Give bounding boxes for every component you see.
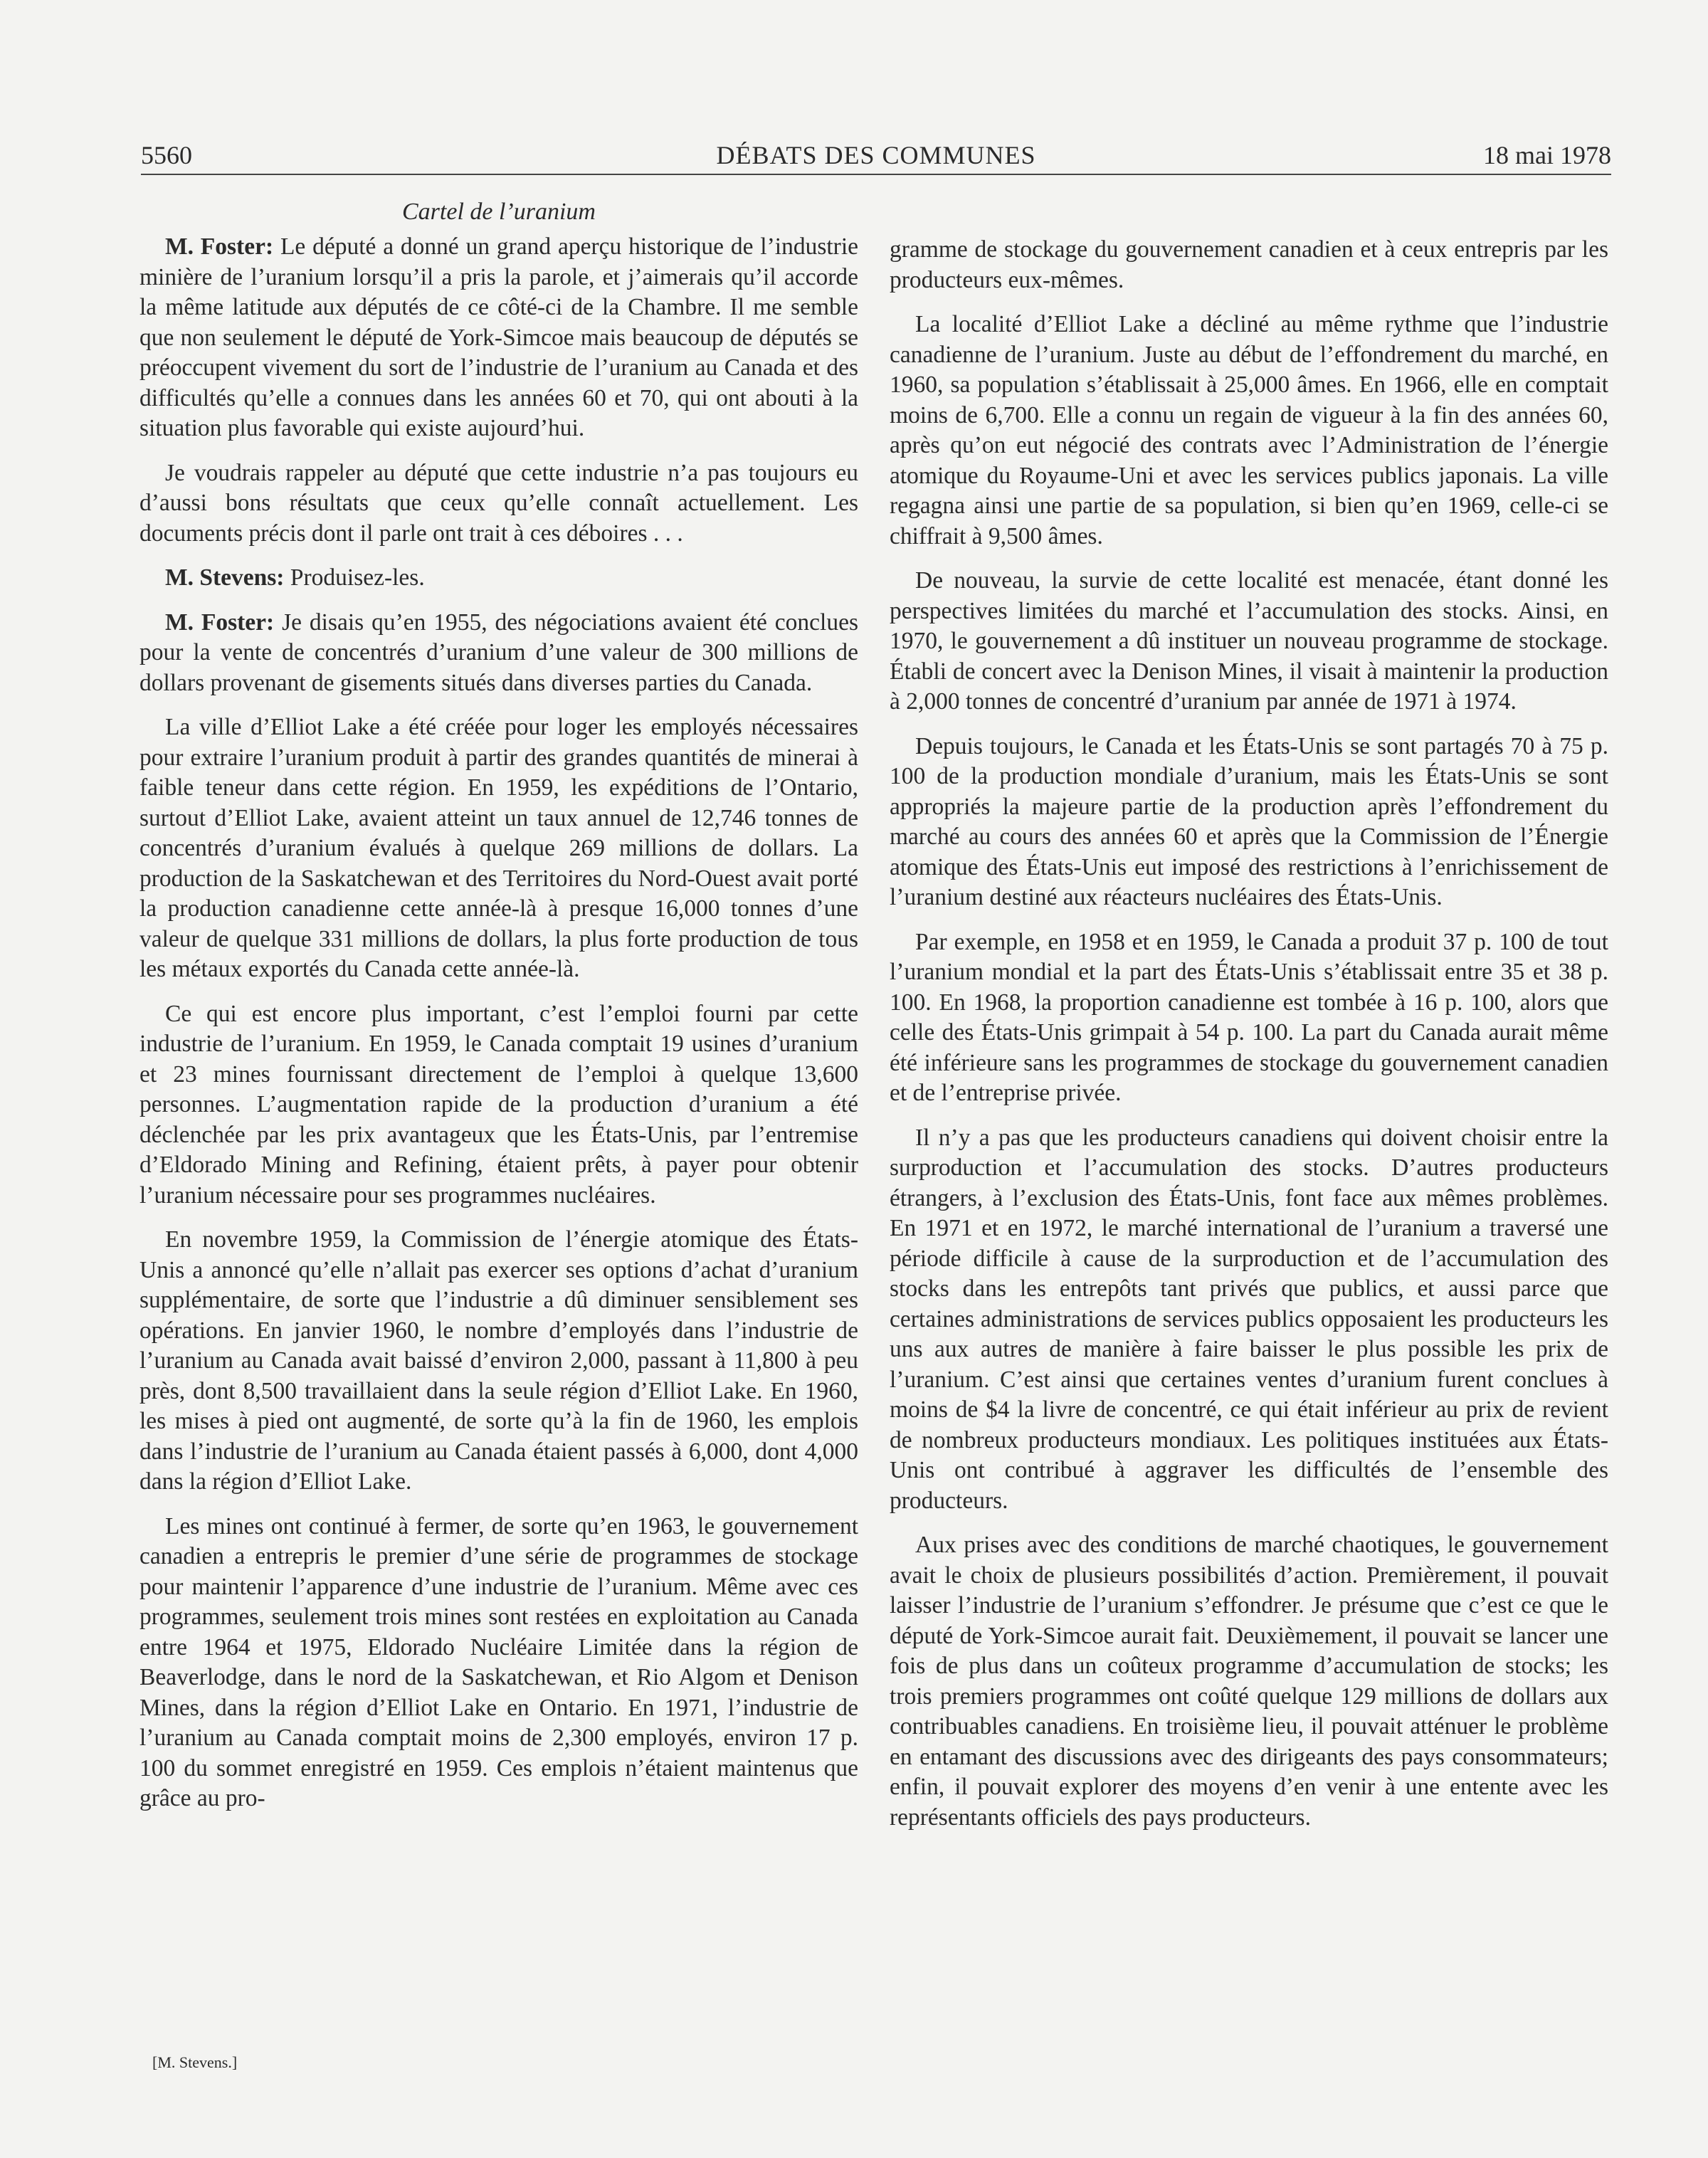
speaker-footnote: [M. Stevens.] <box>152 2053 238 2071</box>
paragraph <box>139 458 858 549</box>
paragraph: Par exemple, en 1958 et en 1959, le Canada a produit 37 p. 100 de tout l’uranium mondial et la part des États-Unis s’établissait entre 35 et 38 p. 100. En 1968, la proportion canadienne est tombée à 16 p. 100, alors que celle des États-Unis grimpait à 54 p. 100. La part du Canada aurait même été inférieure sans les programmes de stockage du gouvernement canadien et de l’entreprise privée. <box>890 928 1608 1106</box>
speaker-name: M. Stevens: <box>165 564 285 591</box>
paragraph <box>139 712 858 985</box>
paragraph-text: Je voudrais rappeler au député que cette industrie n’a pas toujours eu d’aussi bons résultats que ceux qu’elle connaît actuellement. Les documents précis dont il parle ont trait à ces déboires . . . <box>139 459 858 547</box>
paragraph <box>139 563 858 594</box>
paragraph-text: En novembre 1959, la Commission de l’énergie atomique des États-Unis a annoncé qu’elle n’allait pas exercer ses options d’achat d’uranium supplémentaire, de sorte que l’industrie a dû diminuer sensiblement ses opérations. En janvier 1960, le nombre d’employés dans l’industrie de l’uranium au Canada avait baissé d’environ 2,000, passant à 11,800 à peu près, dont 8,500 travaillaient dans la seule région d’Elliot Lake. En 1960, les mises à pied ont augmenté, de sorte qu’à la fin de 1960, les emplois dans l’industrie de l’uranium au Canada étaient passés à 6,000, dont 4,000 dans la région d’Elliot Lake. <box>139 1226 858 1495</box>
paragraph-text: Les mines ont continué à fermer, de sorte qu’en 1963, le gouvernement canadien a entrepris le premier d’une série de programmes de stockage pour maintenir l’apparence d’une industrie de l’uranium. Même avec ces programmes, seulement trois mines sont restées en exploitation au Canada entre 1964 et 1975, Eldorado Nucléaire Limitée dans la région de Beaverlodge, dans le nord de la Saskatchewan, et Rio Algom et Denison Mines, dans la région d’Elliot Lake en Ontario. En 1971, l’industrie de l’uranium au Canada comptait moins de 2,300 employés, environ 17 p. 100 du sommet enregistré en 1959. Ces emplois n’étaient maintenus que grâce au pro- <box>139 1512 858 1811</box>
page-number: 5560 <box>141 141 192 169</box>
paragraph <box>139 999 858 1211</box>
section-heading: Cartel de l’uranium <box>402 199 596 225</box>
paragraph: Depuis toujours, le Canada et les États-Unis se sont partagés 70 à 75 p. 100 de la production mondiale d’uranium, mais les États-Unis se sont appropriés la majeure partie de la production après l’effondrement du marché au cours des années 60 et après que la Commission de l’Énergie atomique des États-Unis eut imposé des restrictions à l’enrichissement de l’uranium destiné aux réacteurs nucléaires des États-Unis. <box>890 732 1608 910</box>
paragraph: gramme de stockage du gouvernement canadien et à ceux entrepris par les producteurs eux-mêmes. <box>890 236 1608 293</box>
paragraph-text: Je disais qu’en 1955, des négociations avaient été conclues pour la vente de concentrés d’uranium d’une valeur de 300 millions de dollars provenant de gisements situés dans diverses parties du Canada. <box>139 609 858 696</box>
paragraph <box>139 232 858 444</box>
paragraph-text: Ce qui est encore plus important, c’est l’emploi fourni par cette industrie de l’uranium. En 1959, le Canada comptait 19 usines d’uranium et 23 mines fournissant directement de l’emploi à quelque 13,600 personnes. L’augmentation rapide de la production d’uranium a été déclenchée par les prix avantageux que les États-Unis, par l’entremise d’Eldorado Mining and Refining, étaient prêts, à payer pour obtenir l’uranium nécessaire pour ses programmes nucléaires. <box>139 1000 858 1209</box>
left-column <box>139 196 858 1828</box>
paragraph-text: Produisez-les. <box>284 564 425 591</box>
speaker-name: M. Foster: <box>165 233 274 260</box>
paragraph-text: Le député a donné un grand aperçu historique de l’industrie minière de l’uranium lorsqu’il a pris la parole, et j’aimerais qu’il accorde la même latitude aux députés de ce côté-ci de la Chambre. Il me semble que non seulement le député de York-Simcoe mais beaucoup de députés se préoccupent vivement du sort de l’industrie de l’uranium au Canada et des difficultés qu’elle a connues dans les années 60 et 70, qui ont abouti à la situation plus favorable qui existe aujourd’hui. <box>139 233 859 441</box>
publication-title: DÉBATS DES COMMUNES <box>716 141 1036 169</box>
paragraph <box>139 1225 858 1498</box>
page-header <box>141 140 1611 175</box>
speaker-name: M. Foster: <box>165 609 275 636</box>
paragraph: La localité d’Elliot Lake a décliné au même rythme que l’industrie canadienne de l’uranium. Juste au début de l’effondrement du marché, en 1960, sa population s’établissait à 25,000 âmes. En 1966, elle en comptait moins de 6,700. Elle a connu un regain de vigueur à la fin des années 60, après qu’on eut négocié des contrats avec l’Administration de l’énergie atomique du Royaume-Uni et avec les services publics japonais. La ville regagna ainsi une partie de sa population, si bien qu’en 1969, celle-ci se chiffrait à 9,500 âmes. <box>890 311 1608 549</box>
right-column <box>890 235 1608 1847</box>
paragraph <box>139 608 858 699</box>
paragraph <box>139 1512 858 1814</box>
paragraph: Aux prises avec des conditions de marché chaotiques, le gouvernement avait le choix de plusieurs possibilités d’action. Premièrement, il pouvait laisser l’industrie de l’uranium s’effondrer. Je présume que c’est ce que le député de York-Simcoe aurait fait. Deuxièmement, il pouvait se lancer une fois de plus dans un coûteux programme d’accumulation de stocks; les trois premiers programmes ont coûté quelque 129 millions de dollars aux contribuables canadiens. En troisième lieu, il pouvait atténuer le problème en entamant des discussions avec des dirigeants des pays consommateurs; enfin, il pouvait explorer des moyens d’en venir à une entente avec les représentants officiels des pays producteurs. <box>890 1532 1608 1831</box>
paragraph: Il n’y a pas que les producteurs canadiens qui doivent choisir entre la surproduction et l’accumulation des stocks. D’autres producteurs étrangers, à l’exclusion des États-Unis, font face aux mêmes problèmes. En 1971 et en 1972, le marché international de l’uranium a traversé une période difficile à cause de la surproduction et de l’accumulation des stocks dans les entrepôts tant privés que publics, et aussi parce que certaines administrations de services publics opposaient les producteurs les uns aux autres de manière à faire baisser le plus possible les prix de l’uranium. C’est ainsi que certaines ventes d’uranium furent conclues à moins de $4 la livre de concentré, ce qui était inférieur au prix de revient de nombreux producteurs mondiaux. Les politiques instituées aux États-Unis ont contribué à aggraver les difficultés de l’ensemble des producteurs. <box>890 1124 1608 1514</box>
page-date: 18 mai 1978 <box>1483 141 1611 169</box>
paragraph: De nouveau, la survie de cette localité est menacée, étant donné les perspectives limitées du marché et l’accumulation des stocks. Ainsi, en 1970, le gouvernement a dû instituer un nouveau programme de stockage. Établi de concert avec la Denison Mines, il visait à maintenir la production à 2,000 tonnes de concentré d’uranium par année de 1971 à 1974. <box>890 567 1608 715</box>
paragraph-text: La ville d’Elliot Lake a été créée pour loger les employés nécessaires pour extraire l’uranium produit à partir des grandes quantités de minerai à faible teneur dans cette région. En 1959, les expéditions de l’Ontario, surtout d’Elliot Lake, avaient atteint un taux annuel de 12,746 tonnes de concentrés d’uranium évalués à quelque 269 millions de dollars. La production de la Saskatchewan et des Territoires du Nord-Ouest avait porté la production canadienne cette année-là à presque 16,000 tonnes d’une valeur de quelque 331 millions de dollars, la plus forte production de tous les métaux exportés du Canada cette année-là. <box>139 714 858 982</box>
